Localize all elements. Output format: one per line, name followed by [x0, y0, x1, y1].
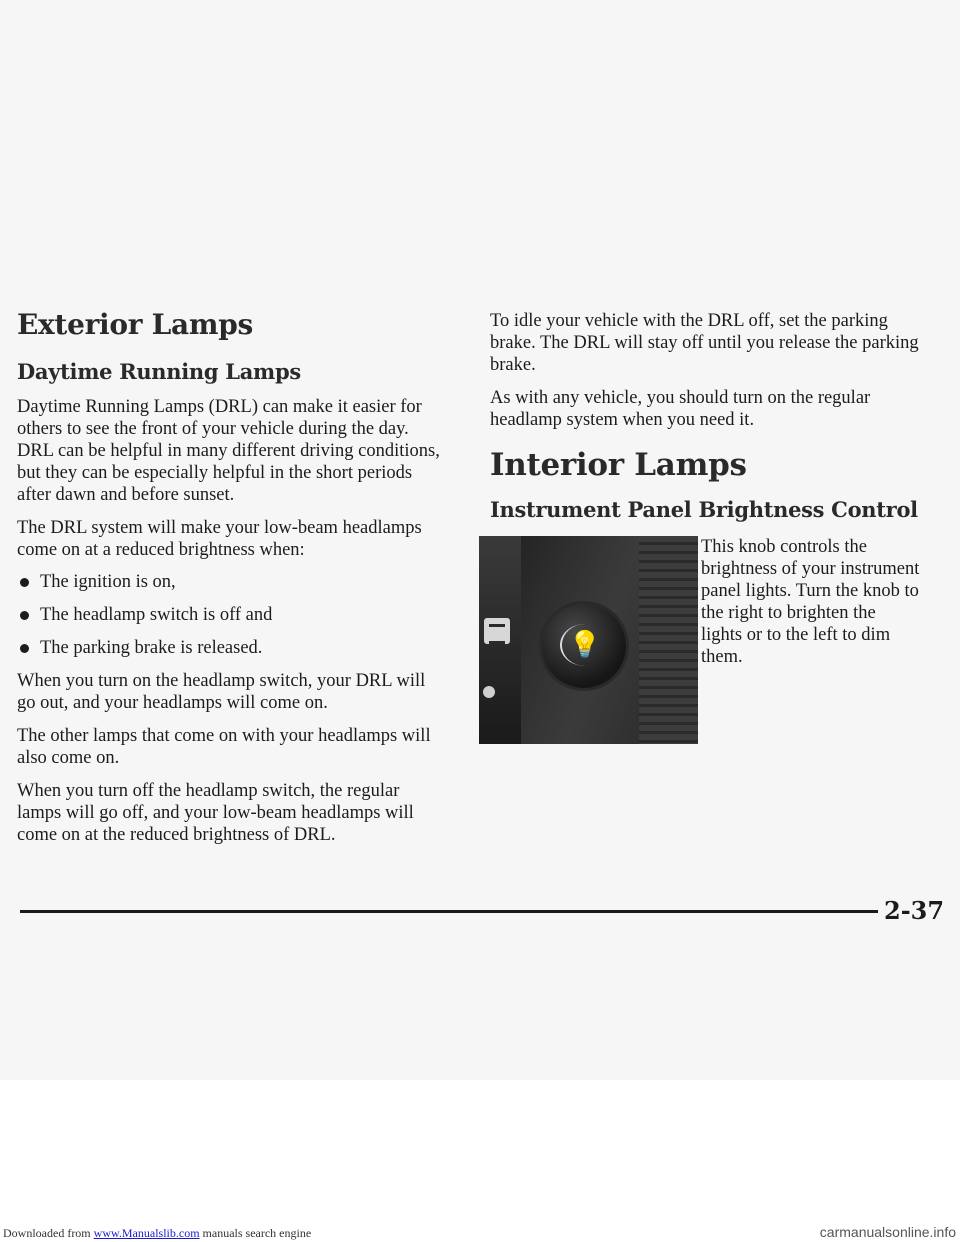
section-title-interior-lamps: Interior Lamps: [490, 447, 747, 483]
drl-conditions-list: [17, 571, 447, 659]
other-lamps-paragraph: The other lamps that come on with your headlamps will also come on.: [17, 726, 431, 768]
drl-intro-paragraph: Daytime Running Lamps (DRL) can make it easier for others to see the front of your vehicle during the day. DRL can be helpful in many different driving conditions, but they can be especially helpful in the short periods after dawn and before sunset.: [17, 397, 440, 505]
list-item: The ignition is on,: [17, 571, 447, 593]
subsection-title-instrument-panel-brightness: Instrument Panel Brightness Control: [490, 497, 918, 522]
fog-lamp-icon: [483, 686, 495, 698]
lamp-brightness-icon: 💡: [568, 630, 602, 660]
regular-headlamp-paragraph: As with any vehicle, you should turn on the regular headlamp system when you need it.: [490, 388, 871, 430]
section-title-exterior-lamps: Exterior Lamps: [17, 308, 253, 341]
list-item: The parking brake is released.: [17, 637, 447, 659]
list-item: The headlamp switch is off and: [17, 604, 447, 626]
page-number: 2-37: [884, 896, 945, 925]
drl-conditions-paragraph: The DRL system will make your low-beam headlamps come on at a reduced brightness when:: [17, 518, 422, 560]
footer-prefix: Downloaded from: [3, 1226, 94, 1240]
manualslib-link[interactable]: www.Manualslib.com: [93, 1226, 200, 1240]
headlamp-off-paragraph: When you turn off the headlamp switch, the regular lamps will go off, and your low-beam headlamps will come on at the reduced brightness of DRL.: [17, 781, 414, 845]
right-column: [490, 300, 920, 746]
download-footer: [3, 1226, 311, 1241]
brightness-control-description: This knob controls the brightness of your instrument panel lights. Turn the knob to the right to brighten the lights or to the left to dim them.: [701, 537, 920, 667]
footer-suffix: manuals search engine: [199, 1226, 312, 1240]
idle-drl-paragraph: To idle your vehicle with the DRL off, set the parking brake. The DRL will stay off until you release the parking brake.: [490, 311, 919, 375]
rear-defrost-icon: [484, 618, 510, 644]
left-column: [17, 300, 447, 846]
instrument-panel-knob-photo: [479, 536, 698, 744]
subsection-title-daytime-running-lamps: Daytime Running Lamps: [17, 359, 301, 384]
headlamp-on-paragraph: When you turn on the headlamp switch, your DRL will go out, and your headlamps will come on.: [17, 671, 426, 713]
watermark-text: carmanualsonline.info: [819, 1224, 956, 1240]
brightness-figure-block: [490, 536, 920, 746]
brightness-knob: [542, 604, 626, 688]
page-footer-rule: [20, 910, 878, 913]
